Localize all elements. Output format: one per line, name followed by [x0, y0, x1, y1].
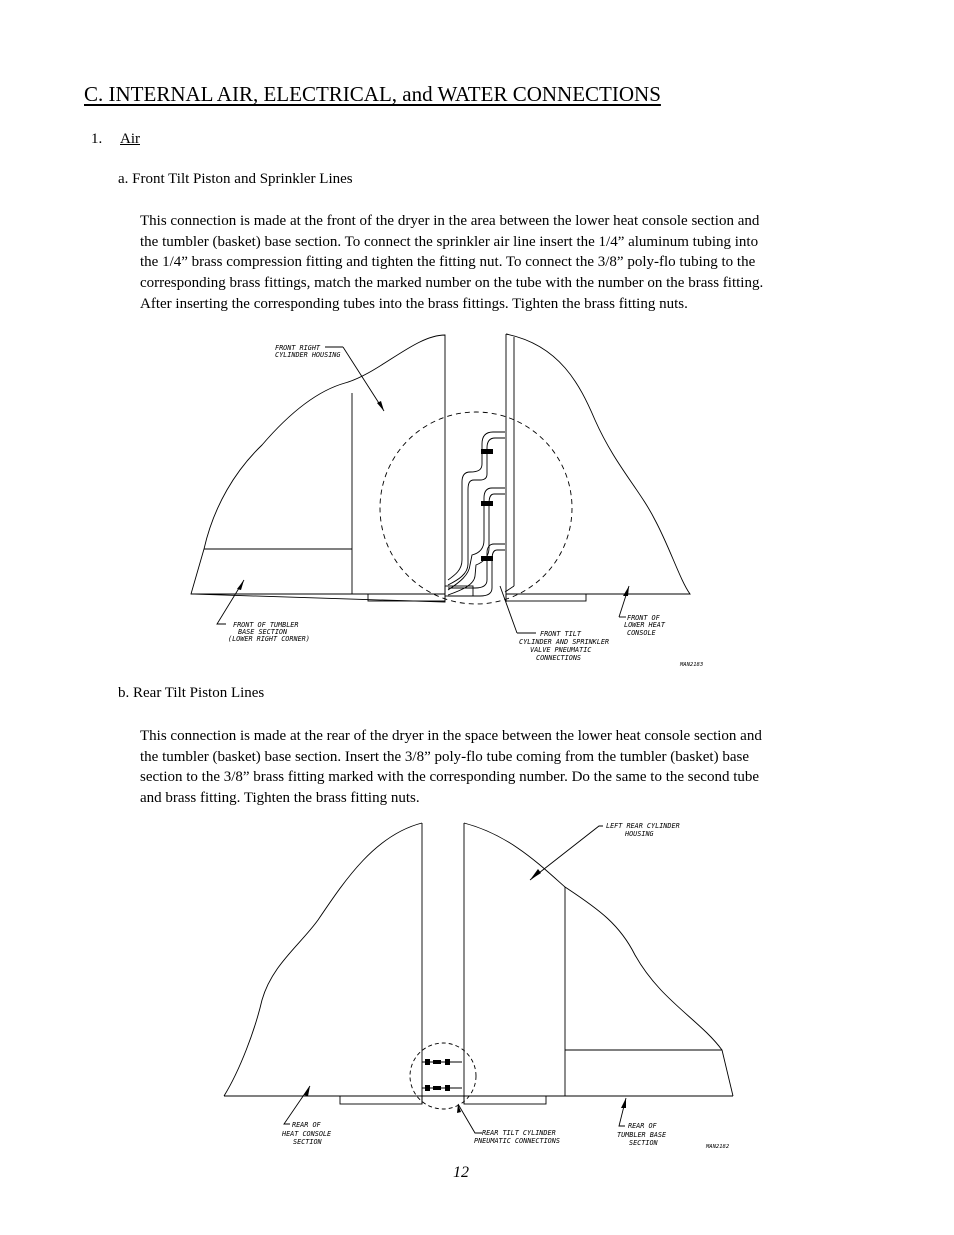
label-rear-tumbler-1: REAR OF: [628, 1122, 657, 1130]
label-front-tumbler-2: BASE SECTION: [238, 628, 288, 636]
paragraph-line: the 1/4” brass compression fitting and tighten the fitting nut. To connect the 3/8” poly-flo tubing to the: [140, 254, 756, 271]
paragraph-line: This connection is made at the front of the dryer in the area between the lower heat console section and: [140, 213, 760, 229]
label-rear-housing-2: HOUSING: [625, 830, 654, 838]
paragraph-line: and brass fitting. Tighten the brass fitting nuts.: [140, 790, 420, 807]
label-front-tumbler-3: (LOWER RIGHT CORNER): [228, 635, 310, 643]
paragraph-line: section to the 3/8” brass fitting marked with the corresponding number. Do the same to the second tube: [140, 769, 760, 786]
label-front-console-2: LOWER HEAT: [624, 621, 665, 629]
section-title-air: Air: [120, 131, 140, 147]
drawing-id-a: MAN2183: [680, 662, 704, 668]
label-front-piston-1: FRONT TILT: [540, 630, 581, 638]
label-rear-tumbler-3: SECTION: [629, 1139, 658, 1147]
label-rear-piston-2: PNEUMATIC CONNECTIONS: [474, 1137, 560, 1145]
label-front-console-3: CONSOLE: [627, 629, 656, 637]
label-rear-piston-1: REAR TILT CYLINDER: [482, 1129, 556, 1137]
paragraph-line: the tumbler (basket) base section. Insert the 3/8” poly-flo tube coming from the tumbler (basket) base: [140, 748, 749, 765]
section-number: 1.: [91, 131, 103, 147]
label-rear-console-2: HEAT CONSOLE: [282, 1130, 332, 1138]
label-front-piston-3: VALVE PNEUMATIC: [530, 646, 592, 654]
subsection-a-title: a. Front Tilt Piston and Sprinkler Lines: [118, 171, 353, 187]
paragraph-line: corresponding brass fittings, match the marked number on the tube with the number on the brass fitting.: [140, 275, 764, 292]
label-rear-housing-1: LEFT REAR CYLINDER: [606, 822, 680, 830]
label-front-piston-2: CYLINDER AND SPRINKLER: [519, 638, 610, 646]
label-rear-tumbler-2: TUMBLER BASE: [617, 1131, 667, 1139]
label-front-console-1: FRONT OF: [627, 614, 660, 622]
paragraph-line: After inserting the corresponding tubes into the brass fittings. Tighten the brass fitting nuts.: [140, 295, 688, 312]
subsection-b-title: b. Rear Tilt Piston Lines: [118, 685, 265, 701]
label-rear-console-3: SECTION: [293, 1138, 322, 1146]
page-number: 12: [453, 1164, 469, 1181]
label-rear-console-1: REAR OF: [292, 1121, 321, 1129]
label-front-right-housing-1: FRONT RIGHT: [275, 344, 321, 352]
label-front-piston-4: CONNECTIONS: [536, 654, 582, 662]
label-front-right-housing-2: CYLINDER HOUSING: [275, 351, 341, 359]
label-front-tumbler-1: FRONT OF TUMBLER: [233, 621, 299, 629]
page-title: C. INTERNAL AIR, ELECTRICAL, and WATER CONNECTIONS: [84, 82, 661, 106]
paragraph-line: the tumbler (basket) base section. To connect the sprinkler air line insert the 1/4” aluminum tubing into: [140, 233, 759, 250]
drawing-id-b: MAN2182: [706, 1144, 730, 1150]
paragraph-line: This connection is made at the rear of the dryer in the space between the lower heat console section and: [140, 728, 762, 744]
